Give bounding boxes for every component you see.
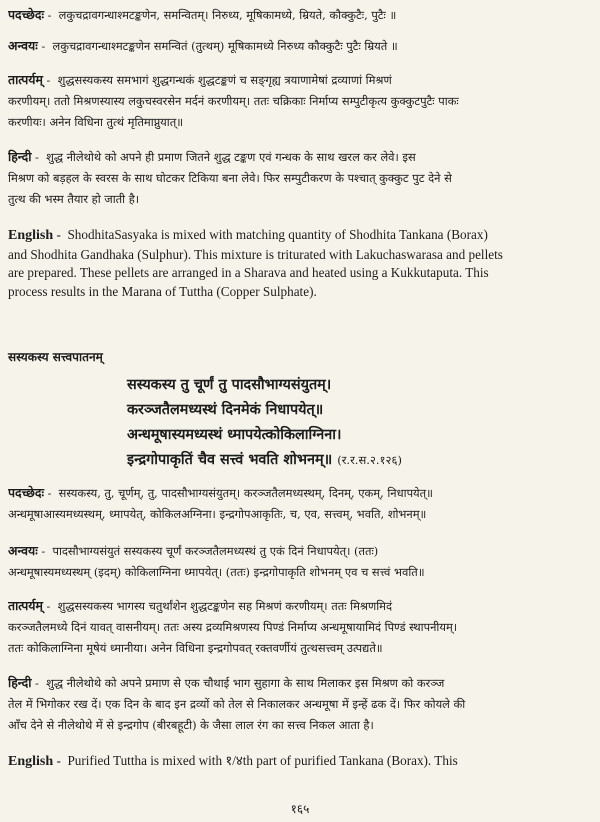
sub-heading: सस्यकस्य सत्त्वपातनम् — [8, 350, 103, 364]
section-label: हिन्दी — [8, 149, 32, 164]
section-text: and Shodhita Gandhaka (Sulphur). This mixture is triturated with Lakuchaswarasa and pellets — [8, 246, 503, 262]
section-hindi-1: हिन्दी - शुद्ध नीलेथोथे को अपने ही प्रमाण जितने शुद्ध टङ्कण एवं गन्धक के साथ खरल कर लेवे। इस मिश्रण को बड़हल के स्वरस के साथ घोटकर टिकिया बना लेवे। फिर सम्पुटीकरण के पश्चात् कुक्कुट पुट देने से तुत्थ की भस्म तैयार हो जाती है। — [8, 146, 592, 210]
section-text: लकुचद्रावगन्धाश्मटङ्कणेन समन्वितं (तुत्थम्) मूषिकामध्ये निरुध्य कौक्कुटैः पुटैः म्रियते ॥ — [52, 39, 398, 53]
verse-line: अन्धमूषास्यमध्यस्थं ध्मापयेत्कोकिलाग्निना। — [127, 426, 342, 443]
section-text: लकुचद्रावगन्धाश्मटङ्कणेन, समन्वितम्। निरुध्य, मूषिकामध्ये, म्रियते, कौक्कुटैः, पुटैः ॥ — [58, 8, 397, 22]
section-label: अन्वयः — [8, 38, 38, 53]
section-tatparya-2: तात्पर्यम् - शुद्धसस्यकस्य भागस्य चतुर्थांशेन शुद्धटङ्कणेन सह मिश्रणं करणीयम्। ततः मिश्रणमिदं करञ्जतैलमध्ये दिनं यावत् वासनीयम्। ततः अस्य द्रव्यमिश्रणस्य पिण्डं निर्माप्य अन्धमूषायामिदं पिण्डं स्थापनीयम्। ततः कोकिलाग्निना मूषेयं ध्मानीया। अनेन विधिना इन्द्रगोपवत् रक्तवर्णीयं तुत्थसत्त्वम् उत्पद्यते॥ — [8, 595, 592, 659]
section-text: अन्धमूषास्यमध्यस्थम् (इदम्) कोकिलाग्निना ध्मापयेत्। (ततः) इन्द्रगोपाकृति शोभनम् एव च सत्त्वं भवति॥ — [8, 565, 425, 579]
section-label: English — [8, 754, 54, 769]
section-text: तुत्थ की भस्म तैयार हो जाती है। — [8, 192, 140, 206]
section-label: अन्वयः — [8, 543, 38, 558]
section-label: तात्पर्यम् — [8, 72, 43, 87]
page-number: १६५ — [290, 802, 310, 816]
section-label: English — [8, 228, 54, 243]
section-tatparya-1: तात्पर्यम् - शुद्धसस्यकस्य समभागं शुद्धगन्धकं शुद्धटङ्कणं च सङ्गृह्य त्रयाणामेषां द्रव्याणां मिश्रणं करणीयम्। ततो मिश्रणस्यास्य लकुचस्वरसेन मर्दनं करणीयम्। ततः चक्रिकाः निर्माप्य सम्पुटीकृत्य कुक्कुटपुटैः पाकः करणीयः। अनेन विधिना तुत्थं मृतिमाप्नुयात्॥ — [8, 69, 592, 133]
section-label: पदच्छेदः — [8, 485, 44, 500]
section-padacheda-2: पदच्छेदः - सस्यकस्य, तु, चूर्णम्, तु, पादसौभाग्यसंयुतम्। करञ्जतैलमध्यस्थम्, दिनम्, एकम्, निधापयेत्॥ अन्धमूषाआस्यमध्यस्थम्, ध्मापयेत्, कोकिलअग्निना। इन्द्रगोपआकृतिः, च, एव, सत्त्वम्, भवति, शोभनम्॥ — [8, 482, 592, 525]
verse-line-last — [127, 450, 402, 469]
section-anvaya-2: अन्वयः - पादसौभाग्यसंयुतं सस्यकस्य चूर्णं करञ्जतैलमध्यस्थं तु एकं दिनं निधापयेत्। (ततः) अन्धमूषास्यमध्यस्थम् (इदम्) कोकिलाग्निना ध्मापयेत्। (ततः) इन्द्रगोपाकृति शोभनम् एव च सत्त्वं भवति॥ — [8, 540, 592, 583]
section-text: ShodhitaSasyaka is mixed with matching quantity of Shodhita Tankana (Borax) — [67, 227, 488, 242]
section-text: करणीयम्। ततो मिश्रणस्यास्य लकुचस्वरसेन मर्दनं करणीयम्। ततः चक्रिकाः निर्माप्य सम्पुटीकृत्य कुक्कुटपुटैः पाकः — [8, 94, 459, 108]
section-hindi-2: हिन्दी - शुद्ध नीलेथोथे को अपने प्रमाण से एक चौथाई भाग सुहागा के साथ मिलाकर इस मिश्रण को करञ्ज तेल में भिगोकर रख दें। एक दिन के बाद इन द्रव्यों को तेल से निकालकर अन्धमूषा में इन्हें ढक दें। फिर कोयले की आँच देने से नीलेथोथे में से इन्द्रगोप (बीरबहूटी) के जैसा लाल रंग का सत्त्व निकल आता है। — [8, 672, 592, 736]
section-label: पदच्छेदः — [8, 7, 44, 22]
section-english-1: English - ShodhitaSasyaka is mixed with matching quantity of Shodhita Tankana (Borax) and Shodhita Gandhaka (Sulphur). This mixture is triturated with Lakuchaswarasa and pellets are prepared. These pellets are arranged in a Sharava and heated using a Kukkutaputa. This process results in the Marana of Tuttha (Copper Sulphate). — [8, 226, 592, 301]
verse-reference: (र.र.स.२.१२६) — [337, 453, 402, 467]
section-text: तेल में भिगोकर रख दें। एक दिन के बाद इन द्रव्यों को तेल से निकालकर अन्धमूषा में इन्हें ढक दें। फिर कोयले की — [8, 697, 466, 711]
section-text: process results in the Marana of Tuttha (Copper Sulphate). — [8, 283, 317, 299]
section-text: आँच देने से नीलेथोथे में से इन्द्रगोप (बीरबहूटी) के जैसा लाल रंग का सत्त्व निकल आता है। — [8, 718, 374, 732]
section-label: हिन्दी — [8, 675, 32, 690]
section-padacheda-1: पदच्छेदः - लकुचद्रावगन्धाश्मटङ्कणेन, समन्वितम्। निरुध्य, मूषिकामध्ये, म्रियते, कौक्कुटैः, पुटैः ॥ — [8, 7, 397, 22]
section-anvaya-1: अन्वयः - लकुचद्रावगन्धाश्मटङ्कणेन समन्वितं (तुत्थम्) मूषिकामध्ये निरुध्य कौक्कुटैः पुटैः म्रियते ॥ — [8, 38, 398, 53]
section-text: करणीयः। अनेन विधिना तुत्थं मृतिमाप्नुयात्॥ — [8, 115, 184, 129]
section-text: मिश्रण को बड़हल के स्वरस के साथ घोटकर टिकिया बना लेवे। फिर सम्पुटीकरण के पश्चात् कुक्कुट पुट देने से — [8, 171, 452, 185]
section-text: अन्धमूषाआस्यमध्यस्थम्, ध्मापयेत्, कोकिलअग्निना। इन्द्रगोपआकृतिः, च, एव, सत्त्वम्, भवति, शोभनम्॥ — [8, 507, 427, 521]
verse-line: करञ्जतैलमध्यस्थं दिनमेकं निधापयेत्॥ — [127, 401, 324, 418]
section-text: करञ्जतैलमध्ये दिनं यावत् वासनीयम्। ततः अस्य द्रव्यमिश्रणस्य पिण्डं निर्माप्य अन्धमूषायामिदं पिण्डं स्थापनीयम्। — [8, 620, 458, 634]
verse-text: इन्द्रगोपाकृतिं चैव सत्त्वं भवति शोभनम्॥ — [127, 451, 333, 468]
verse-line: सस्यकस्य तु चूर्णं तु पादसौभाग्यसंयुतम्। — [127, 376, 332, 393]
section-text: Purified Tuttha is mixed with १/४th part of purified Tankana (Borax). This — [67, 753, 458, 768]
section-text: शुद्धसस्यकस्य भागस्य चतुर्थांशेन शुद्धटङ्कणेन सह मिश्रणं करणीयम्। ततः मिश्रणमिदं — [57, 599, 393, 613]
section-text: शुद्ध नीलेथोथे को अपने प्रमाण से एक चौथाई भाग सुहागा के साथ मिलाकर इस मिश्रण को करञ्ज — [46, 676, 445, 690]
section-text: are prepared. These pellets are arranged in a Sharava and heated using a Kukkutaputa. This — [8, 265, 489, 280]
section-label: तात्पर्यम् — [8, 598, 43, 613]
section-text: पादसौभाग्यसंयुतं सस्यकस्य चूर्णं करञ्जतैलमध्यस्थं तु एकं दिनं निधापयेत्। (ततः) — [52, 544, 379, 558]
section-english-2: English - Purified Tuttha is mixed with १/४th part of purified Tankana (Borax). This — [8, 753, 458, 769]
section-text: शुद्धसस्यकस्य समभागं शुद्धगन्धकं शुद्धटङ्कणं च सङ्गृह्य त्रयाणामेषां द्रव्याणां मिश्रणं — [57, 73, 392, 87]
section-text: शुद्ध नीलेथोथे को अपने ही प्रमाण जितने शुद्ध टङ्कण एवं गन्धक के साथ खरल कर लेवे। इस — [46, 150, 416, 164]
section-text: सस्यकस्य, तु, चूर्णम्, तु, पादसौभाग्यसंयुतम्। करञ्जतैलमध्यस्थम्, दिनम्, एकम्, निधापयेत्॥ — [58, 486, 433, 500]
section-text: ततः कोकिलाग्निना मूषेयं ध्मानीया। अनेन विधिना इन्द्रगोपवत् रक्तवर्णीयं तुत्थसत्त्वम् उत्पद्यते॥ — [8, 641, 383, 655]
